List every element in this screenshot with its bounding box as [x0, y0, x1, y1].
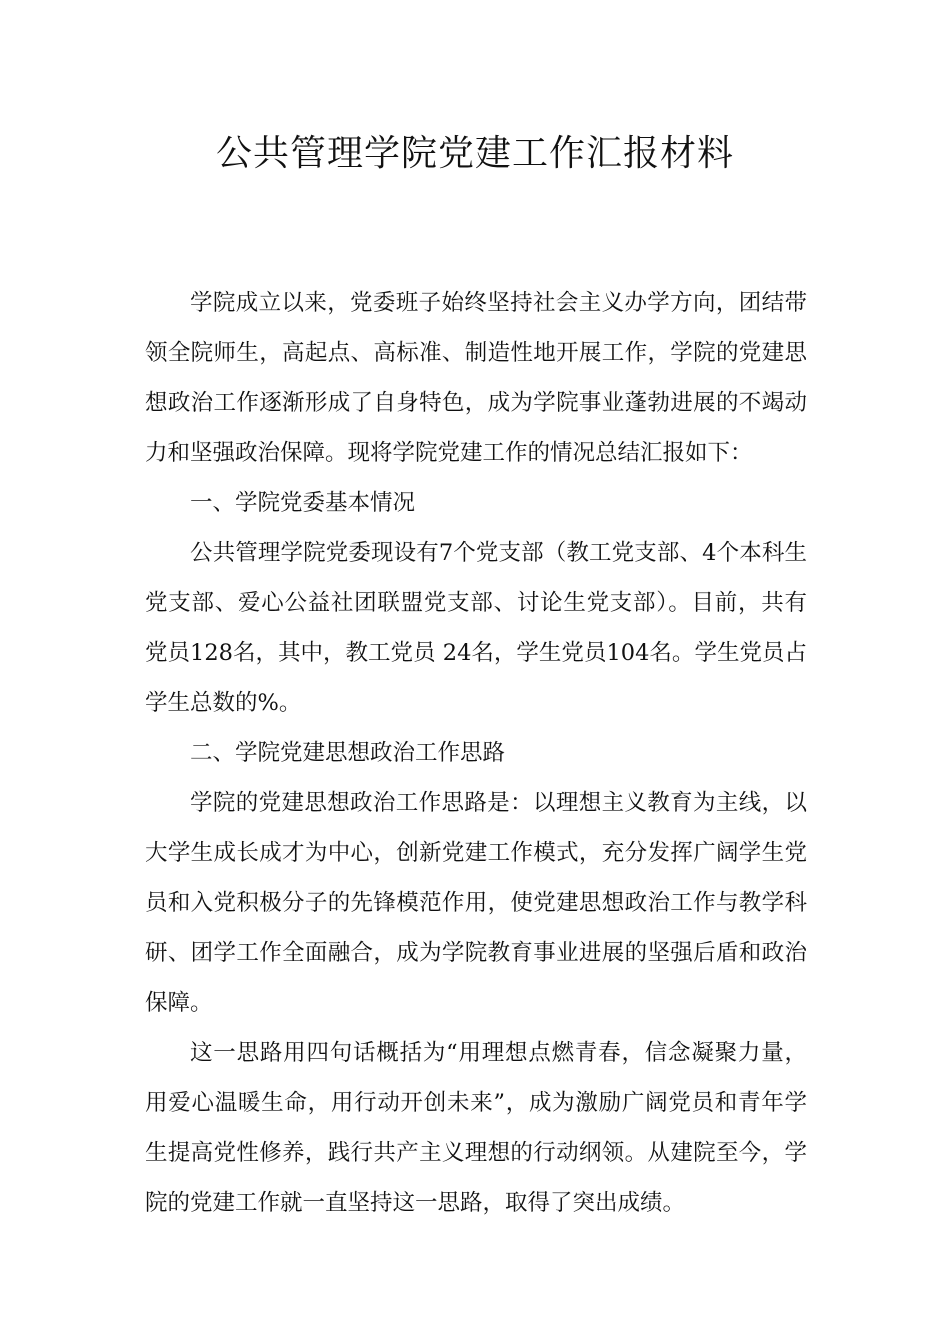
section-heading-1: 一、学院党委基本情况 — [190, 490, 416, 516]
paragraph-party-overview: 公共管理学院党委现设有7个党支部（教工党支部、4个本科生党支部、爱心公益社团联盟党支部、讨论生党支部）。目前，共有党员128名，其中，教工党员 24名，学生党员104名。学生党员占学生总数的%。 — [145, 540, 807, 716]
paragraph-intro: 学院成立以来，党委班子始终坚持社会主义办学方向，团结带领全院师生，高起点、高标准、制造性地开展工作，学院的党建思想政治工作逐渐形成了自身特色，成为学院事业蓬勃进展的不竭动力和坚强政治保障。现将学院党建工作的情况总结汇报如下： — [145, 290, 807, 466]
document-title: 公共管理学院党建工作汇报材料 — [215, 133, 734, 174]
paragraph-four-sentences: 这一思路用四句话概括为“用理想点燃青春，信念凝聚力量，用爱心温暖生命，用行动开创未来”，成为激励广阔党员和青年学生提高党性修养，践行共产主义理想的行动纲领。从建院至今，学院的党建工作就一直坚持这一思路，取得了突出成绩。 — [145, 1040, 807, 1216]
section-heading-2: 二、学院党建思想政治工作思路 — [190, 740, 506, 766]
document-body — [145, 278, 807, 1228]
paragraph-work-approach: 学院的党建思想政治工作思路是：以理想主义教育为主线，以大学生成长成才为中心，创新党建工作模式，充分发挥广阔学生党员和入党积极分子的先锋模范作用，使党建思想政治工作与教学科研、团学工作全面融合，成为学院教育事业进展的坚强后盾和政治保障。 — [145, 790, 807, 1016]
